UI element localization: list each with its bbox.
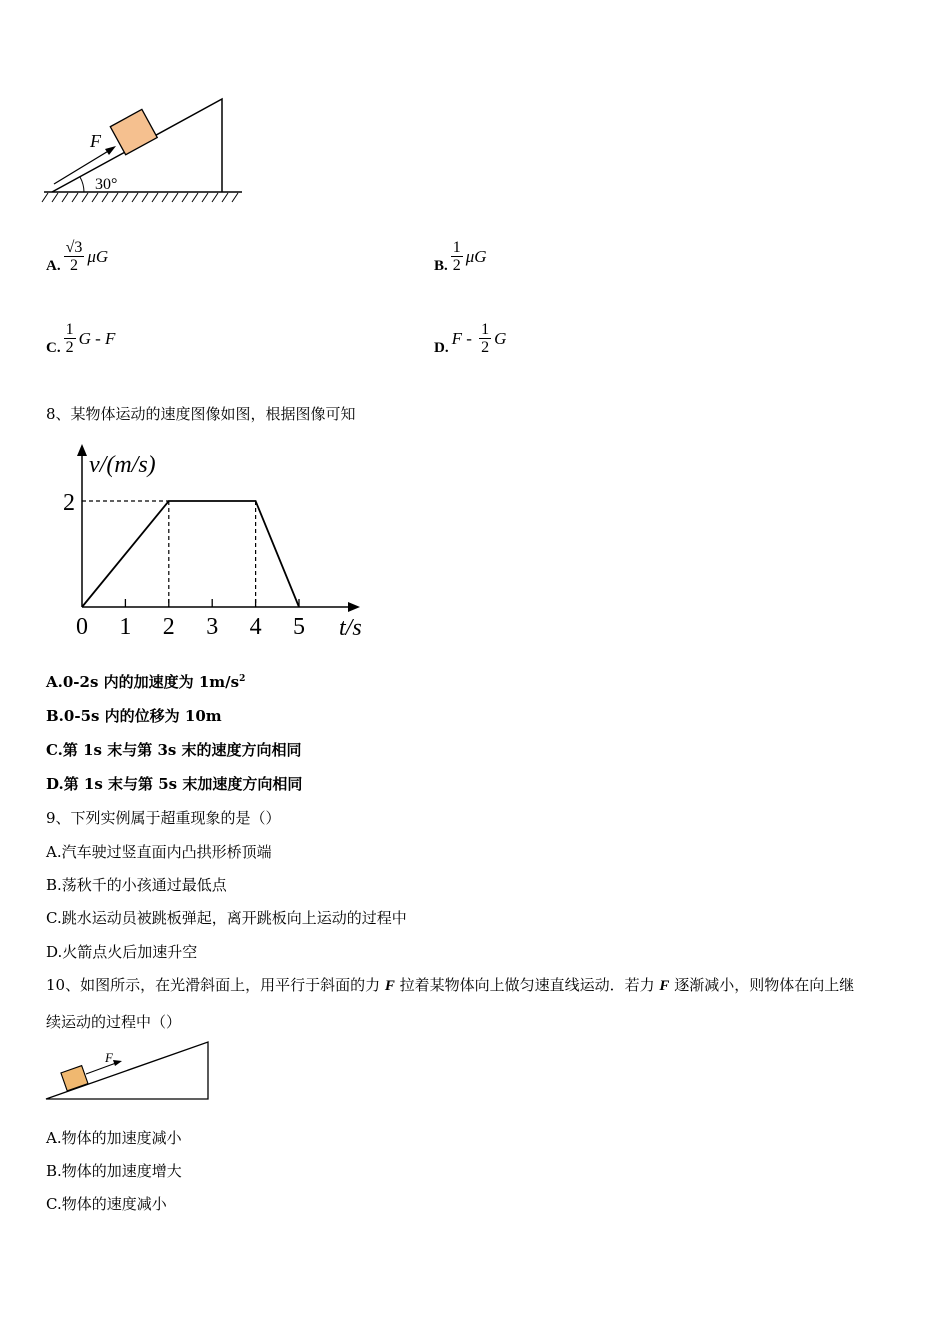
q10-option-c[interactable]: C.物体的速度减小 — [46, 1195, 167, 1213]
incline-block — [110, 109, 157, 154]
q8-option-c[interactable]: C.第 1s 末与第 3s 末的速度方向相同 — [46, 741, 302, 759]
incline-figure — [40, 90, 250, 210]
incline-block — [61, 1066, 88, 1091]
q7-option-d[interactable] — [434, 320, 506, 357]
option-expression: G — [494, 328, 507, 348]
q7-option-b[interactable] — [434, 238, 487, 275]
fraction: $\frac{√3}{2}$ — [65, 239, 83, 274]
x-tick-label: 3 — [206, 614, 219, 640]
option-expression: μG — [465, 246, 487, 266]
q7-option-c[interactable] — [46, 320, 115, 357]
option-letter: D. — [434, 340, 449, 356]
x-axis-label: t/s — [339, 615, 362, 641]
q8-option-a[interactable] — [46, 671, 245, 692]
q10-stem-line-2: 续运动的过程中（） — [46, 1013, 182, 1031]
x-tick-label: 4 — [249, 614, 262, 640]
x-tick-label: 1 — [119, 614, 132, 640]
force-symbol: F — [659, 978, 670, 994]
option-expression: G - F — [78, 328, 116, 348]
q9-option-d[interactable]: D.火箭点火后加速升空 — [46, 943, 198, 961]
fraction: $\frac{1}{2}$ — [481, 321, 490, 356]
velocity-series-line — [82, 501, 299, 607]
option-expression-pre: F - — [451, 328, 477, 348]
q8-option-a-superscript: 2 — [239, 674, 246, 684]
option-expression: μG — [87, 246, 109, 266]
q10-option-b[interactable]: B.物体的加速度增大 — [46, 1162, 182, 1180]
x-tick-label: 2 — [162, 614, 175, 640]
q10-option-a[interactable]: A.物体的加速度减小 — [46, 1129, 182, 1147]
y-tick-label: 2 — [63, 490, 75, 516]
velocity-time-chart — [55, 440, 375, 645]
y-axis-label: v/(m/s) — [89, 452, 156, 478]
option-letter: C. — [46, 340, 61, 356]
option-letter: B. — [434, 258, 448, 274]
q8-option-a-text: A.0-2s 内的加速度为 1m/s — [46, 673, 240, 691]
q9-stem: 9、下列实例属于超重现象的是（） — [46, 809, 281, 827]
incline-force-label: F — [90, 131, 101, 151]
fraction: $\frac{1}{2}$ — [65, 321, 74, 356]
q9-option-c[interactable]: C.跳水运动员被跳板弹起，离开跳板向上运动的过程中 — [46, 909, 407, 927]
incline-angle-label: 30° — [95, 176, 118, 193]
fraction: $\frac{1}{2}$ — [452, 239, 461, 274]
q10-stem-line-1: 10、如图所示，在光滑斜面上，用平行于斜面的力 F 拉着某物体向上做匀速直线运动．若力 F 逐渐减小，则物体在向上继 — [46, 976, 855, 994]
q8-option-b[interactable]: B.0-5s 内的位移为 10m — [46, 707, 222, 725]
q9-option-a[interactable]: A.汽车驶过竖直面内凸拱形桥顶端 — [46, 843, 272, 861]
force-symbol: F — [384, 978, 395, 994]
x-tick-label: 0 — [76, 614, 88, 640]
q9-option-b[interactable]: B.荡秋千的小孩通过最低点 — [46, 876, 227, 894]
x-axis-arrow — [348, 602, 360, 612]
y-axis-arrow — [77, 444, 87, 456]
x-tick-label: 5 — [293, 614, 305, 640]
smooth-incline-figure — [42, 1038, 217, 1104]
incline-force-label: F — [105, 1050, 113, 1065]
q8-option-d[interactable]: D.第 1s 末与第 5s 末加速度方向相同 — [46, 775, 303, 793]
option-letter: A. — [46, 258, 61, 274]
q7-option-a[interactable] — [46, 238, 108, 275]
q8-stem: 8、某物体运动的速度图像如图，根据图像可知 — [46, 405, 356, 423]
